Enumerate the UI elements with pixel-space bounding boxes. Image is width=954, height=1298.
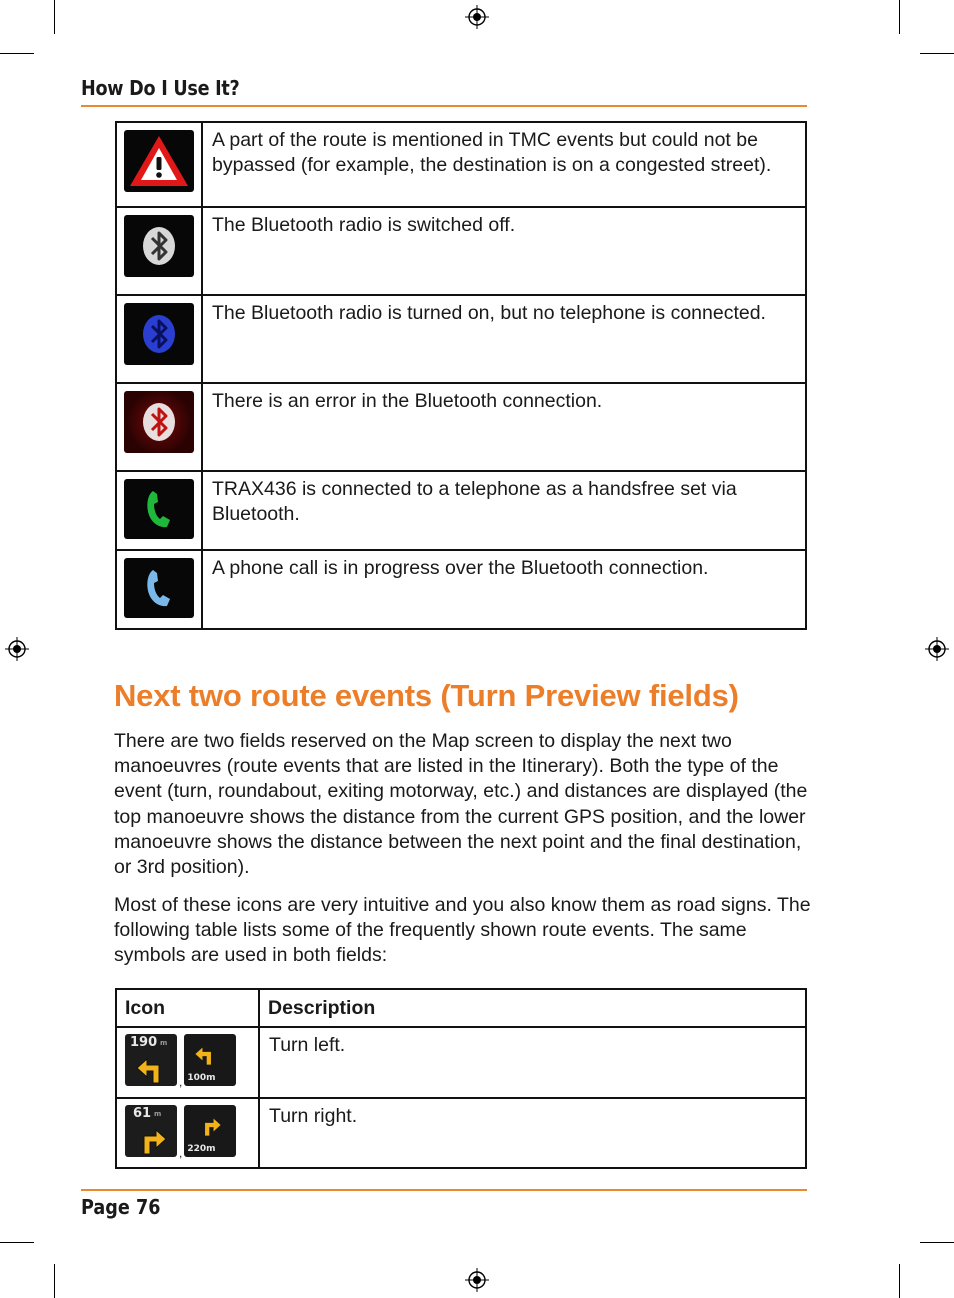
turn-left-icon [117,1028,236,1089]
bluetooth-off-icon [124,215,194,277]
status-description: TRAX436 is connected to a telephone as a handsfree set via Bluetooth. [202,471,806,550]
header-rule [81,105,807,107]
separator: , [179,1075,183,1089]
registration-mark-icon [5,637,29,661]
route-events-table [115,988,807,1169]
bluetooth-on-icon [124,303,194,365]
table-row [116,383,806,471]
bluetooth-error-icon [124,391,194,453]
distance-value: 190 [130,1035,158,1050]
section-heading: Next two route events (Turn Preview fields) [114,678,739,713]
status-icon-table [115,121,807,630]
distance-value: 220m [187,1144,216,1154]
distance-unit: m [160,1039,168,1047]
registration-mark-icon [925,637,949,661]
crop-mark [899,1264,900,1298]
status-description: There is an error in the Bluetooth connection. [202,383,806,471]
body-paragraph: Most of these icons are very intuitive and you also know them as road signs. The following table lists some of the frequently shown route events. The same symbols are used in both fields: [114,894,811,967]
route-event-description: Turn right. [259,1098,806,1168]
status-description: A part of the route is mentioned in TMC events but could not be bypassed (for example, the destination is on a congested street). [202,122,806,207]
page-number: Page 76 [81,1195,161,1219]
page-header-title: How Do I Use It? [81,76,240,100]
table-row [116,1098,806,1168]
right-arrow-icon [198,1113,222,1137]
column-header-icon: Icon [116,989,259,1027]
status-description: The Bluetooth radio is switched off. [202,207,806,295]
right-arrow-icon [134,1122,168,1156]
left-arrow-icon [135,1051,169,1085]
crop-mark [0,53,34,54]
column-header-description: Description [259,989,806,1027]
crop-mark [0,1242,34,1243]
registration-mark-icon [465,5,489,29]
table-row [116,550,806,629]
distance-value: 61 [133,1106,152,1121]
crop-mark [920,1242,954,1243]
separator: , [179,1146,183,1160]
phone-call-active-icon [124,558,194,618]
left-arrow-icon [194,1042,218,1066]
table-row [116,122,806,207]
status-description: A phone call is in progress over the Bluetooth connection. [202,550,806,629]
turn-right-icon [117,1099,236,1160]
route-event-description: Turn left. [259,1027,806,1098]
footer-rule [81,1189,807,1191]
table-row [116,207,806,295]
status-description: The Bluetooth radio is turned on, but no telephone is connected. [202,295,806,383]
table-header-row [116,989,806,1027]
registration-mark-icon [465,1268,489,1292]
crop-mark [899,0,900,34]
crop-mark [54,1264,55,1298]
distance-value: 100m [187,1073,216,1083]
crop-mark [54,0,55,34]
table-row [116,295,806,383]
tmc-warning-triangle-icon [124,130,194,192]
table-row [116,471,806,550]
body-paragraph: There are two fields reserved on the Map screen to display the next two manoeuvres (route events that are listed in the Itinerary). Both the type of the event (turn, roundabout, exiting motorway, etc.) and distances are displayed (the top manoeuvre shows the distance from the current GPS position, and the lower manoeuvre shows the distance between the next point and the final destination, or 3rd position). [114,730,808,879]
phone-connected-icon [124,479,194,539]
table-row [116,1027,806,1098]
distance-unit: m [154,1110,162,1118]
crop-mark [920,53,954,54]
